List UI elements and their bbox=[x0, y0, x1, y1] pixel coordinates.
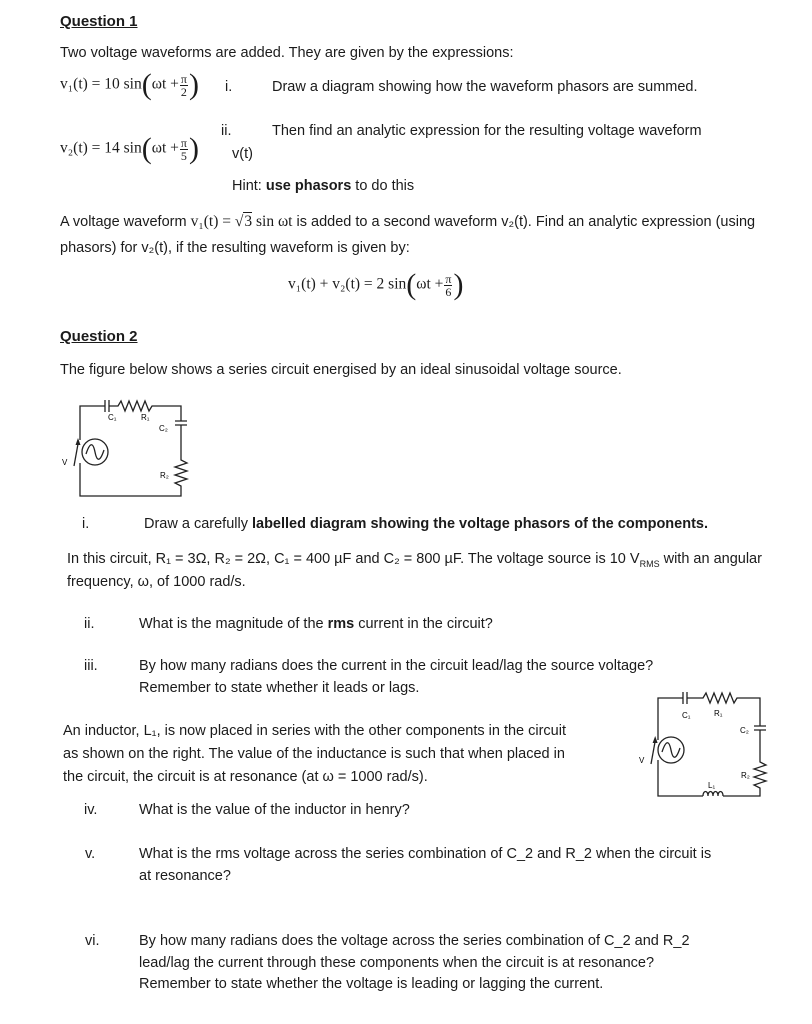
eq-v2-arg: ωt + bbox=[151, 139, 179, 157]
label-c1: C₁ bbox=[108, 413, 117, 422]
label2-r1: R₁ bbox=[714, 709, 723, 718]
q1-hint bbox=[232, 178, 414, 194]
label-c2: C₂ bbox=[159, 424, 168, 433]
eq-v2-num: π bbox=[180, 135, 187, 150]
q1-intro: Two voltage waveforms are added. They are given by the expressions: bbox=[60, 45, 514, 61]
q2-part-iv-text: What is the value of the inductor in henry? bbox=[139, 802, 410, 818]
label2-l1: L₁ bbox=[708, 781, 716, 790]
label2-c1: C₁ bbox=[682, 711, 691, 720]
para2-before: A voltage waveform bbox=[60, 214, 187, 230]
params-line1-end: with an angular bbox=[659, 551, 762, 567]
q1-part-i-number: i. bbox=[225, 79, 233, 95]
hint-rest: to do this bbox=[351, 178, 415, 194]
eq-v2-prefix: v₂(t) = 14 sin bbox=[60, 139, 142, 157]
q2-part-iii-line2: Remember to state whether it leads or lags. bbox=[139, 680, 420, 696]
eq-v1-prefix: v₁(t) = 10 sin bbox=[60, 75, 142, 93]
q2-part-iii-line1: By how many radians does the current in the circuit lead/lag the source voltage? bbox=[139, 658, 654, 674]
part-i-before: Draw a carefully bbox=[144, 516, 252, 532]
capacitor-c1 bbox=[105, 400, 109, 412]
para2-eq-sqrt: 3 bbox=[244, 213, 253, 230]
wire2-bottom bbox=[658, 760, 703, 796]
q2-params-line2: frequency, ω, of 1000 rad/s. bbox=[67, 574, 246, 590]
hint-label: Hint: bbox=[232, 178, 266, 194]
q2-part-ii-text bbox=[139, 616, 493, 632]
label2-c2: C₂ bbox=[740, 726, 749, 735]
wire2-top-left bbox=[658, 698, 683, 740]
inductor-para-line2: as shown on the right. The value of the inductance is such that when placed in bbox=[63, 746, 565, 762]
inductor-l1 bbox=[703, 792, 723, 797]
label-r1: R₁ bbox=[141, 413, 150, 422]
q1-part-i-text: Draw a diagram showing how the waveform phasors are summed. bbox=[272, 79, 698, 95]
q2-part-vi-line1: By how many radians does the voltage across the series combination of C_2 and R_2 bbox=[139, 933, 690, 949]
q2-part-v-line1: What is the rms voltage across the series combination of C_2 and R_2 when the circuit is bbox=[139, 846, 712, 862]
resistor2-r1 bbox=[687, 693, 760, 726]
q2-part-ii-number: ii. bbox=[84, 616, 95, 632]
params-rms-sub: RMS bbox=[639, 558, 660, 569]
q2-part-v-number: v. bbox=[85, 846, 96, 862]
q2-part-iv-number: iv. bbox=[84, 802, 98, 818]
label2-r2: R₂ bbox=[741, 771, 750, 780]
para2-eq-lhs: v₁(t) = bbox=[190, 213, 231, 230]
question-1-heading: Question 1 bbox=[60, 13, 138, 30]
capacitor2-c2 bbox=[754, 726, 766, 730]
q2-part-vi-number: vi. bbox=[85, 933, 100, 949]
para2-eq-rest: sin ωt bbox=[256, 213, 293, 230]
source-arrow-icon bbox=[74, 444, 78, 466]
part-ii-bold: rms bbox=[327, 616, 355, 632]
eq-v2-den: 5 bbox=[180, 148, 187, 163]
part-ii-before: What is the magnitude of the bbox=[139, 616, 328, 632]
question-2-heading: Question 2 bbox=[60, 328, 138, 345]
wire-top-left bbox=[80, 406, 105, 440]
eq-sum-num: π bbox=[445, 271, 452, 286]
circuit-diagram-1 bbox=[62, 398, 212, 504]
label-r2: R₂ bbox=[160, 471, 169, 480]
eq-sum-den: 6 bbox=[445, 284, 452, 299]
eq-sum-prefix: v₁(t) + v₂(t) = 2 sin bbox=[288, 275, 407, 293]
eq-sum-arg: ωt + bbox=[416, 275, 444, 293]
eq-v1-arg: ωt + bbox=[151, 75, 179, 93]
capacitor2-c1 bbox=[683, 692, 687, 704]
label-v: V bbox=[62, 458, 68, 467]
q1-para2-line1 bbox=[60, 213, 755, 231]
q1-part-ii-continuation: v(t) bbox=[232, 146, 253, 162]
inductor-para-line3: the circuit, the circuit is at resonance (at ω = 1000 rad/s). bbox=[63, 769, 428, 785]
q1-para2-line2: phasors) for v₂(t), if the resulting waveform is given by: bbox=[60, 240, 410, 256]
resistor-r2 bbox=[80, 425, 187, 496]
equation-sum: v₁(t) + v₂(t) = 2 sin(ωt + $\frac{\pi}{6}$ ) bbox=[288, 268, 464, 301]
inductor-para-line1: An inductor, L₁, is now placed in series with the other components in the circuit bbox=[63, 723, 566, 739]
hint-bold: use phasors bbox=[265, 178, 352, 194]
q2-part-v-line2: at resonance? bbox=[139, 868, 231, 884]
q2-part-i-number: i. bbox=[82, 516, 90, 532]
part-i-bold: labelled diagram showing the voltage phasors of the components. bbox=[251, 516, 708, 532]
capacitor-c2 bbox=[175, 421, 187, 425]
equation-v1: v₁(t) = 10 sin(ωt + $\frac{\pi}{2}$ ) bbox=[60, 68, 199, 101]
q2-part-vi-line2: lead/lag the current through these components when the circuit is at resonance? bbox=[139, 955, 655, 971]
para2-after: is added to a second waveform v₂(t). Find an analytic expression (using bbox=[296, 214, 756, 230]
q2-intro: The figure below shows a series circuit energised by an ideal sinusoidal voltage source. bbox=[60, 362, 622, 378]
q2-part-iii-number: iii. bbox=[84, 658, 98, 674]
part-ii-after: current in the circuit? bbox=[354, 616, 493, 632]
q2-part-i-text bbox=[144, 516, 708, 532]
eq-v1-num: π bbox=[180, 71, 187, 86]
q2-params-line1 bbox=[67, 551, 762, 569]
q1-part-ii-number: ii. bbox=[221, 123, 232, 139]
para2-equation: v₁(t) = √3 sin ωt bbox=[190, 213, 293, 230]
resistor2-r2 bbox=[723, 730, 766, 796]
label2-v: V bbox=[639, 756, 645, 765]
sine-wave-icon bbox=[86, 445, 104, 460]
circuit-diagram-2 bbox=[628, 688, 773, 803]
source-arrow-icon-2 bbox=[651, 742, 655, 764]
equation-v2: v₂(t) = 14 sin(ωt + $\frac{\pi}{5}$ ) bbox=[60, 132, 199, 165]
q2-part-vi-line3: Remember to state whether the voltage is leading or lagging the current. bbox=[139, 976, 604, 992]
sine-wave-icon-2 bbox=[662, 743, 680, 758]
params-line1: In this circuit, R₁ = 3Ω, R₂ = 2Ω, C₁ = 400 µF and C₂ = 800 µF. The voltage source is 10 V bbox=[67, 551, 640, 567]
eq-v1-den: 2 bbox=[180, 84, 187, 99]
q1-part-ii-text: Then find an analytic expression for the resulting voltage waveform bbox=[272, 123, 702, 139]
